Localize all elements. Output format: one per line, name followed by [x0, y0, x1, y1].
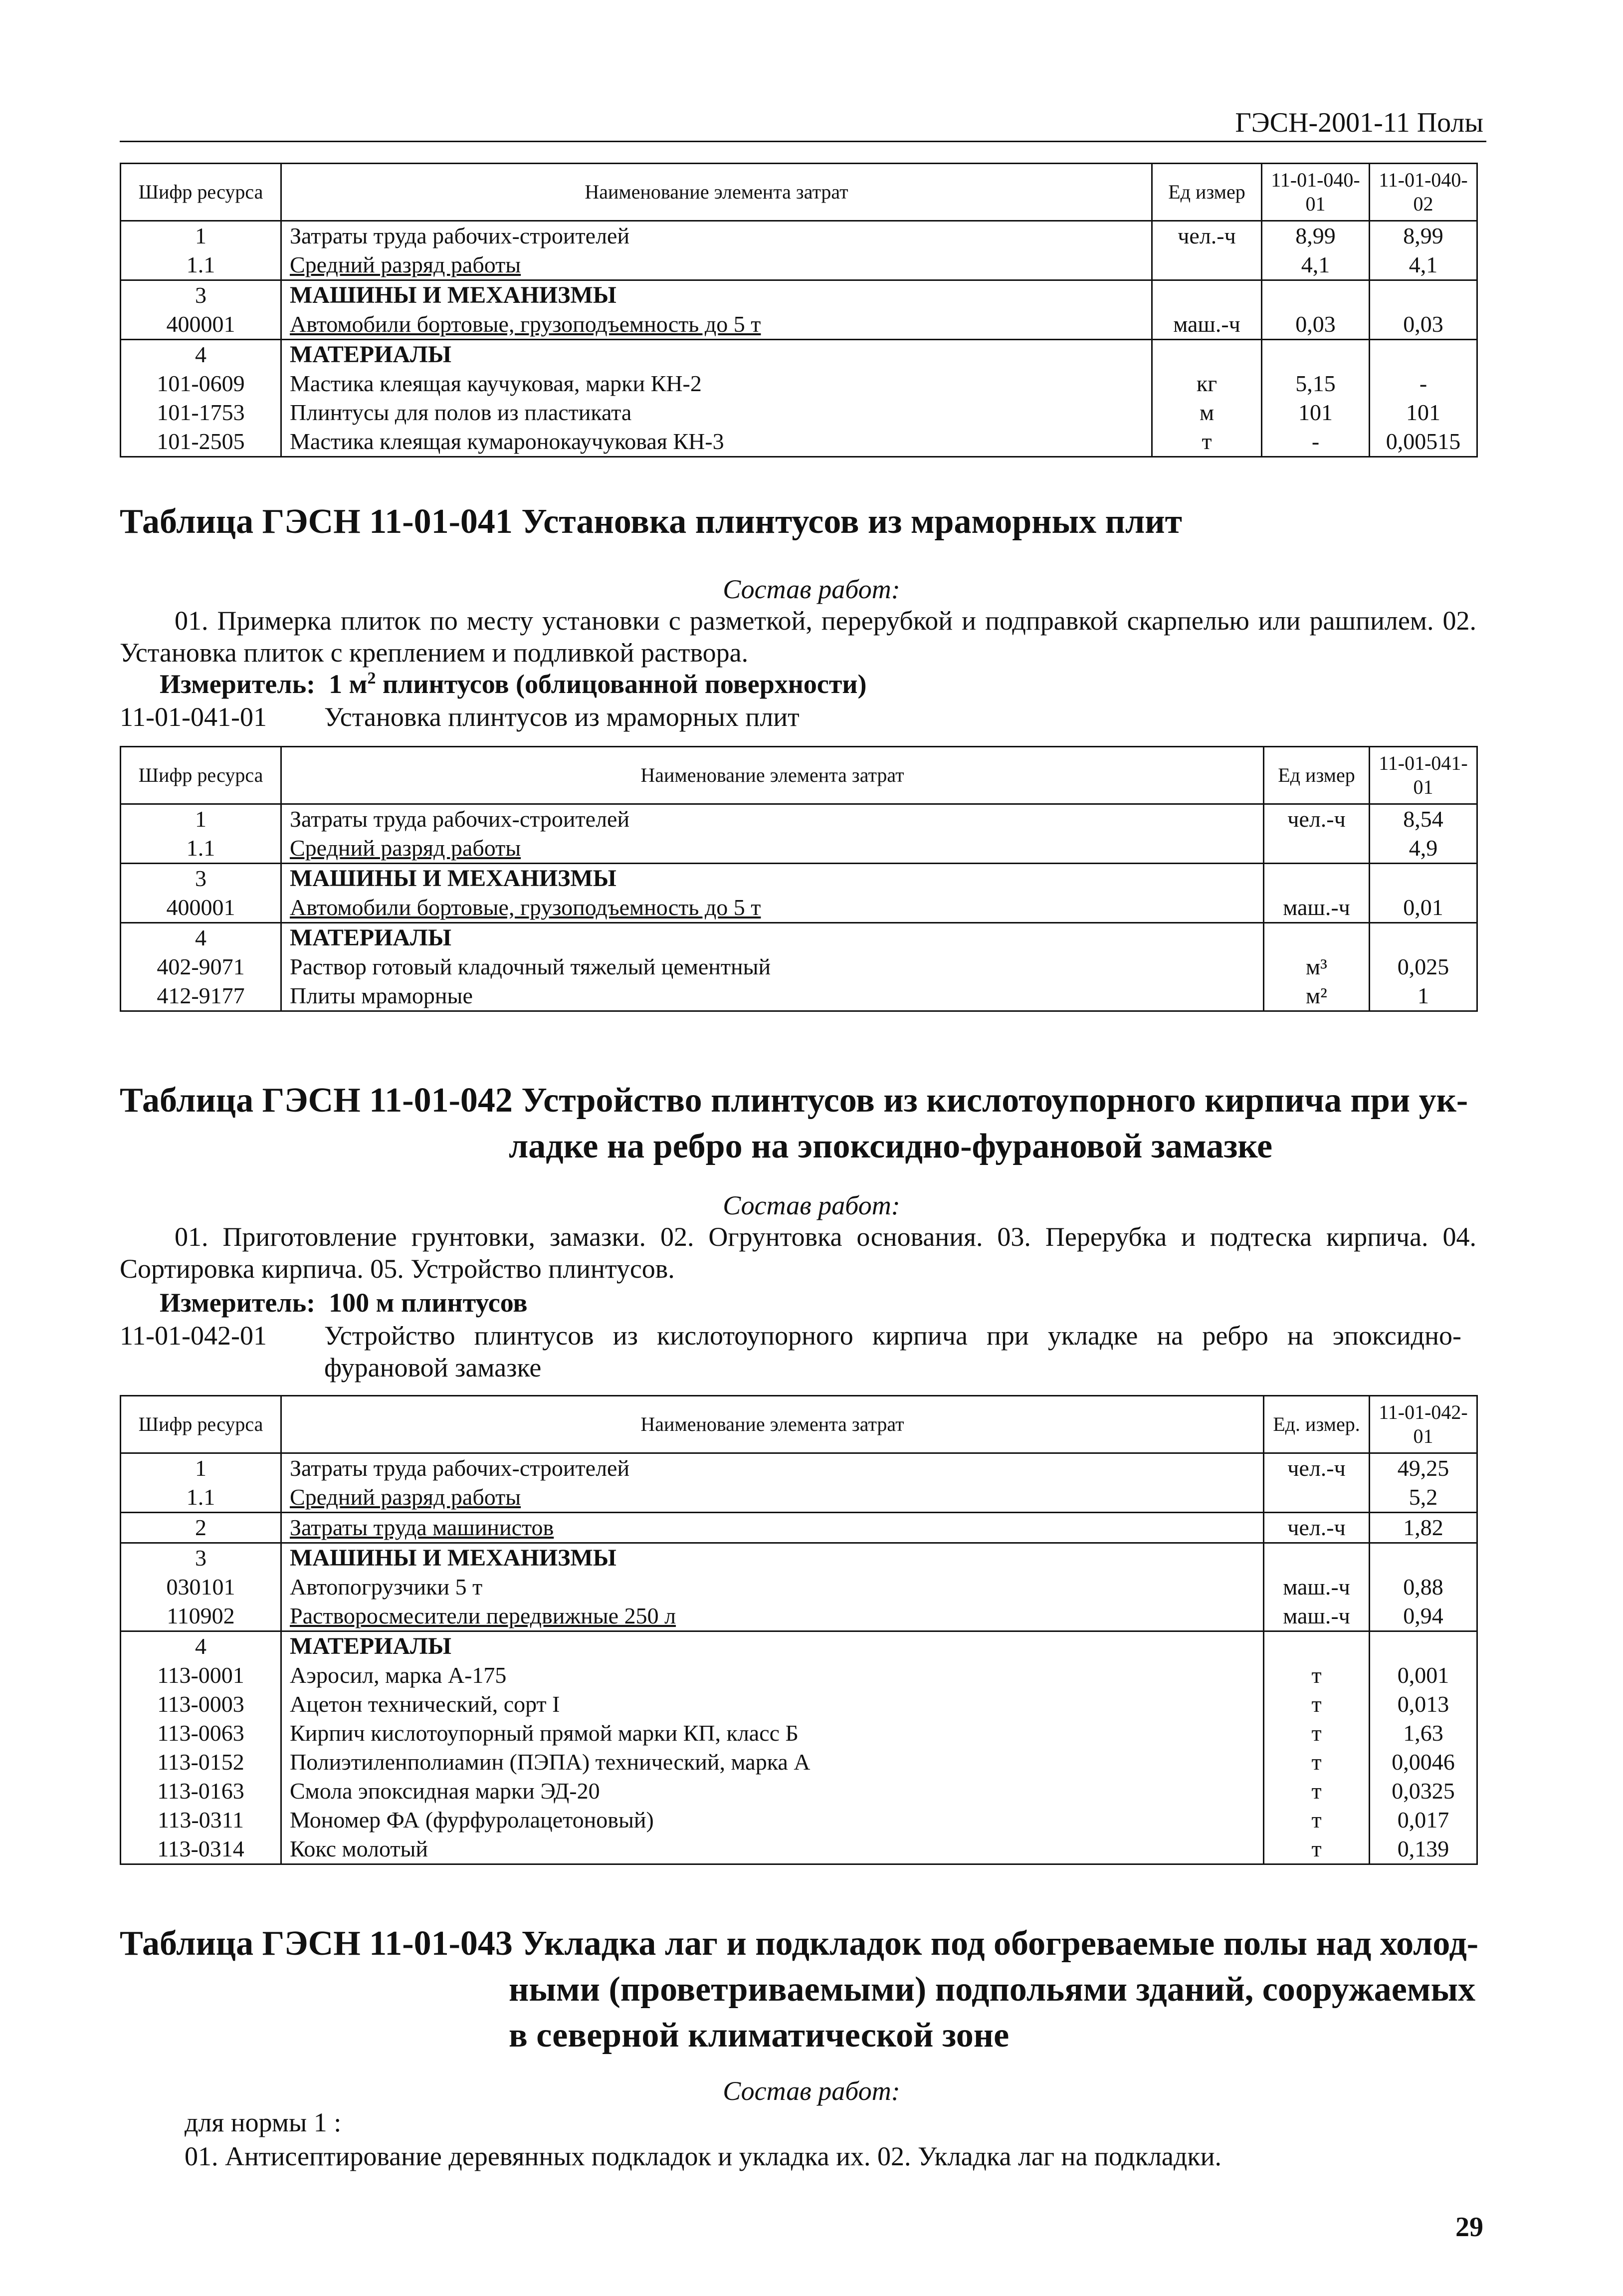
cell-code: 400001 [121, 893, 281, 923]
cell-name: МАШИНЫ И МЕХАНИЗМЫ [281, 864, 1264, 894]
cell-code: 3 [121, 864, 281, 894]
col-header-name: Наименование элемента затрат [281, 747, 1264, 804]
composition-042: 01. Приготовление грунтовки, замазки. 02. Огрунтовка основания. 03. Перерубка и подтеска кирпича. 04. Сортировка кирпича. 05. Устройство плинтусов. [120, 1222, 1476, 1284]
cell-value-2: - [1370, 369, 1477, 398]
cell-name: Средний разряд работы [281, 250, 1152, 280]
cell-unit: т [1264, 1777, 1370, 1806]
cell-name: Мономер ФА (фурфуролацетоновый) [281, 1806, 1264, 1835]
title-line-2: ными (проветриваемыми) подпольями зданий, сооружаемых [509, 1970, 1476, 2009]
running-header: ГЭСН-2001-11 Полы [1235, 107, 1483, 138]
table-row [121, 864, 1477, 894]
table-row [121, 1748, 1477, 1777]
norm-desc: Установка плинтусов из мраморных плит [324, 702, 800, 732]
cell-unit [1152, 250, 1262, 280]
col-header-name: Наименование элемента затрат [281, 164, 1152, 221]
cell-unit: маш.-ч [1264, 1573, 1370, 1602]
cell-value-1: 0,0325 [1370, 1777, 1477, 1806]
cell-unit [1264, 1483, 1370, 1513]
table-row [121, 1513, 1477, 1543]
cell-name: МАТЕРИАЛЫ [281, 923, 1264, 953]
cell-name: Раствор готовый кладочный тяжелый цементный [281, 952, 1264, 981]
cell-name: МАШИНЫ И МЕХАНИЗМЫ [281, 280, 1152, 310]
table-row [121, 1690, 1477, 1719]
col-header-unit: Ед измер [1264, 747, 1370, 804]
cell-code: 113-0003 [121, 1690, 281, 1719]
composition-label-041: Состав работ: [723, 574, 900, 604]
cell-value-2 [1370, 280, 1477, 310]
col-header-code: Шифр ресурса [121, 747, 281, 804]
table-row [121, 1483, 1477, 1513]
cell-code: 402-9071 [121, 952, 281, 981]
cell-unit: т [1264, 1748, 1370, 1777]
cell-code: 110902 [121, 1602, 281, 1631]
cell-unit: чел.-ч [1264, 1453, 1370, 1483]
cell-name: Автомобили бортовые, грузоподъемность до 5 т [281, 893, 1264, 923]
table-row [121, 1835, 1477, 1864]
cell-name: Кокс молотый [281, 1835, 1264, 1864]
cell-value-2: 101 [1370, 398, 1477, 427]
table-row [121, 834, 1477, 864]
cell-value-1: 0,017 [1370, 1806, 1477, 1835]
cell-value-1 [1262, 280, 1370, 310]
cell-name: МАТЕРИАЛЫ [281, 1631, 1264, 1661]
cell-value-2: 8,99 [1370, 221, 1477, 251]
title-line-2: ладке на ребро на эпоксидно-фурановой замазке [509, 1127, 1273, 1165]
cell-unit [1264, 1543, 1370, 1573]
table-row [121, 1453, 1477, 1483]
cell-code: 113-0063 [121, 1719, 281, 1748]
norm-code: 11-01-042-01 [120, 1321, 267, 1351]
cell-code: 030101 [121, 1573, 281, 1602]
col-header-norm-2: 11-01-040-02 [1370, 164, 1477, 221]
composition-text-043: 01. Антисептирование деревянных подкладок и укладка их. 02. Укладка лаг на подкладки. [185, 2141, 1221, 2171]
cell-unit: маш.-ч [1264, 1602, 1370, 1631]
cell-unit: м [1152, 398, 1262, 427]
title-line-3: в северной климатической зоне [509, 2016, 1010, 2055]
cell-value-1: 0,94 [1370, 1602, 1477, 1631]
cell-code: 4 [121, 340, 281, 370]
table-row [121, 1602, 1477, 1631]
table-row [121, 369, 1477, 398]
cell-name: Затраты труда рабочих-строителей [281, 804, 1264, 834]
cell-value-1: 0,001 [1370, 1661, 1477, 1690]
cell-name: Автомобили бортовые, грузоподъемность до 5 т [281, 310, 1152, 340]
table-body [121, 1453, 1477, 1864]
resource-table-041 [120, 746, 1478, 1012]
table-row [121, 427, 1477, 457]
cell-unit [1264, 923, 1370, 953]
table-body [121, 804, 1477, 1011]
cell-name: Растворосмесители передвижные 250 л [281, 1602, 1264, 1631]
cell-code: 113-0314 [121, 1835, 281, 1864]
table-row [121, 952, 1477, 981]
cell-value-1: 101 [1262, 398, 1370, 427]
header-rule [120, 141, 1486, 142]
cell-code: 412-9177 [121, 981, 281, 1011]
cell-value-2: 0,03 [1370, 310, 1477, 340]
cell-name: Плинтусы для полов из пластиката [281, 398, 1152, 427]
cell-value-1: 0,01 [1370, 893, 1477, 923]
table-row [121, 893, 1477, 923]
cell-name: Автопогрузчики 5 т [281, 1573, 1264, 1602]
cell-code: 1 [121, 804, 281, 834]
cell-unit: т [1264, 1661, 1370, 1690]
resource-table-040 [120, 163, 1478, 458]
cell-value-1 [1370, 1631, 1477, 1661]
norm-line-041 [120, 701, 1476, 733]
cell-code: 101-1753 [121, 398, 281, 427]
col-header-code: Шифр ресурса [121, 164, 281, 221]
cell-name: Плиты мраморные [281, 981, 1264, 1011]
cell-value-1: 4,1 [1262, 250, 1370, 280]
cell-unit: маш.-ч [1264, 893, 1370, 923]
cell-code: 1 [121, 221, 281, 251]
measure-label: Измеритель: [160, 1288, 316, 1318]
cell-unit: м² [1264, 981, 1370, 1011]
resource-table-042 [120, 1395, 1478, 1865]
cell-name: МАШИНЫ И МЕХАНИЗМЫ [281, 1543, 1264, 1573]
cell-value-1 [1262, 340, 1370, 370]
cell-code: 101-2505 [121, 427, 281, 457]
col-header-norm-1: 11-01-040-01 [1262, 164, 1370, 221]
cell-unit: чел.-ч [1264, 804, 1370, 834]
cell-code: 4 [121, 923, 281, 953]
section-title-042 [120, 1078, 1506, 1169]
cell-name: Ацетон технический, сорт I [281, 1690, 1264, 1719]
table-row [121, 1777, 1477, 1806]
table-row [121, 280, 1477, 310]
col-header-norm: 11-01-042-01 [1370, 1396, 1477, 1453]
cell-code: 113-0152 [121, 1748, 281, 1777]
norm-desc: Устройство плинтусов из кислотоупорного кирпича при укладке на ребро на эпоксидно-фурановой замазке [324, 1321, 1461, 1382]
table-row [121, 340, 1477, 370]
cell-code: 113-0163 [121, 1777, 281, 1806]
col-header-name: Наименование элемента затрат [281, 1396, 1264, 1453]
cell-unit: маш.-ч [1152, 310, 1262, 340]
cell-value-1: 1 [1370, 981, 1477, 1011]
table-body [121, 221, 1477, 457]
measure-label: Измеритель: [160, 669, 316, 699]
cell-code: 1.1 [121, 1483, 281, 1513]
composition-text-041 [120, 605, 1476, 669]
cell-value-2 [1370, 340, 1477, 370]
table-row [121, 1573, 1477, 1602]
cell-value-1: 0,88 [1370, 1573, 1477, 1602]
cell-code: 3 [121, 1543, 281, 1573]
col-header-unit: Ед. измер. [1264, 1396, 1370, 1453]
page-number: 29 [1455, 2212, 1483, 2243]
cell-value-1: 0,025 [1370, 952, 1477, 981]
composition-label-042: Состав работ: [723, 1190, 900, 1220]
table-row [121, 923, 1477, 953]
measure-value: 100 м плинтусов [329, 1288, 528, 1318]
measure-value-sup: 2 [367, 669, 376, 688]
table-row [121, 804, 1477, 834]
cell-unit [1152, 340, 1262, 370]
cell-value-1: - [1262, 427, 1370, 457]
cell-value-1 [1370, 864, 1477, 894]
measure-041 [160, 669, 867, 699]
for-norm-043: для нормы 1 : [185, 2107, 342, 2137]
cell-unit [1264, 864, 1370, 894]
cell-unit [1152, 280, 1262, 310]
cell-unit: чел.-ч [1152, 221, 1262, 251]
cell-name: Средний разряд работы [281, 834, 1264, 864]
table-row [121, 1543, 1477, 1573]
cell-code: 113-0001 [121, 1661, 281, 1690]
cell-unit: кг [1152, 369, 1262, 398]
cell-value-1: 8,99 [1262, 221, 1370, 251]
cell-code: 101-0609 [121, 369, 281, 398]
cell-unit: т [1264, 1835, 1370, 1864]
cell-unit: т [1264, 1719, 1370, 1748]
cell-unit: т [1264, 1690, 1370, 1719]
cell-name: Затраты труда рабочих-строителей [281, 221, 1152, 251]
cell-value-2: 0,00515 [1370, 427, 1477, 457]
cell-name: Средний разряд работы [281, 1483, 1264, 1513]
cell-name: Затраты труда машинистов [281, 1513, 1264, 1543]
col-header-unit: Ед измер [1152, 164, 1262, 221]
cell-code: 113-0311 [121, 1806, 281, 1835]
cell-name: Кирпич кислотоупорный прямой марки КП, класс Б [281, 1719, 1264, 1748]
cell-value-1: 1,82 [1370, 1513, 1477, 1543]
cell-value-1: 5,2 [1370, 1483, 1477, 1513]
cell-value-1: 0,0046 [1370, 1748, 1477, 1777]
col-header-norm: 11-01-041-01 [1370, 747, 1477, 804]
table-row [121, 250, 1477, 280]
table-row [121, 981, 1477, 1011]
table-row [121, 398, 1477, 427]
cell-value-1: 1,63 [1370, 1719, 1477, 1748]
col-header-code: Шифр ресурса [121, 1396, 281, 1453]
cell-value-1: 0,03 [1262, 310, 1370, 340]
title-line-1: Таблица ГЭСН 11-01-042 Устройство плинтусов из кислотоупорного кирпича при ук- [120, 1081, 1468, 1120]
cell-name: Аэросил, марка А-175 [281, 1661, 1264, 1690]
cell-code: 3 [121, 280, 281, 310]
norm-line-042 [120, 1320, 1476, 1383]
cell-value-1 [1370, 923, 1477, 953]
table-row [121, 221, 1477, 251]
cell-unit: т [1264, 1806, 1370, 1835]
table-row [121, 1661, 1477, 1690]
cell-value-1: 8,54 [1370, 804, 1477, 834]
cell-name: Полиэтиленполиамин (ПЭПА) технический, марка А [281, 1748, 1264, 1777]
table-row [121, 310, 1477, 340]
cell-name: Мастика клеящая каучуковая, марки КН-2 [281, 369, 1152, 398]
cell-name: Затраты труда рабочих-строителей [281, 1453, 1264, 1483]
title-line-1: Таблица ГЭСН 11-01-043 Укладка лаг и подкладок под обогреваемые полы над холод- [120, 1924, 1479, 1963]
cell-value-2: 4,1 [1370, 250, 1477, 280]
cell-unit: т [1152, 427, 1262, 457]
table-row [121, 1806, 1477, 1835]
section-title-043 [120, 1921, 1506, 2059]
measure-value-pre: 1 м [329, 669, 368, 699]
cell-value-1: 0,139 [1370, 1835, 1477, 1864]
cell-value-1: 5,15 [1262, 369, 1370, 398]
measure-042 [160, 1287, 528, 1318]
cell-unit: м³ [1264, 952, 1370, 981]
cell-value-1: 49,25 [1370, 1453, 1477, 1483]
cell-value-1 [1370, 1543, 1477, 1573]
cell-code: 1.1 [121, 250, 281, 280]
cell-unit: чел.-ч [1264, 1513, 1370, 1543]
cell-code: 1.1 [121, 834, 281, 864]
composition-label-043: Состав работ: [723, 2076, 900, 2106]
norm-code: 11-01-041-01 [120, 702, 267, 732]
table-row [121, 1631, 1477, 1661]
cell-name: Мастика клеящая кумаронокаучуковая КН-3 [281, 427, 1152, 457]
cell-value-1: 0,013 [1370, 1690, 1477, 1719]
composition-text-042 [120, 1221, 1476, 1285]
cell-name: МАТЕРИАЛЫ [281, 340, 1152, 370]
cell-code: 4 [121, 1631, 281, 1661]
cell-code: 400001 [121, 310, 281, 340]
measure-value-post: плинтусов (облицованной поверхности) [376, 669, 867, 699]
cell-value-1: 4,9 [1370, 834, 1477, 864]
cell-unit [1264, 834, 1370, 864]
cell-unit [1264, 1631, 1370, 1661]
composition-041: 01. Примерка плиток по месту установки с разметкой, перерубкой и подправкой скарпелью или рашпилем. 02. Установка плиток с креплением и подливкой раствора. [120, 606, 1476, 668]
cell-name: Смола эпоксидная марки ЭД-20 [281, 1777, 1264, 1806]
cell-code: 1 [121, 1453, 281, 1483]
table-row [121, 1719, 1477, 1748]
cell-code: 2 [121, 1513, 281, 1543]
section-title-041: Таблица ГЭСН 11-01-041 Установка плинтусов из мраморных плит [120, 502, 1182, 541]
